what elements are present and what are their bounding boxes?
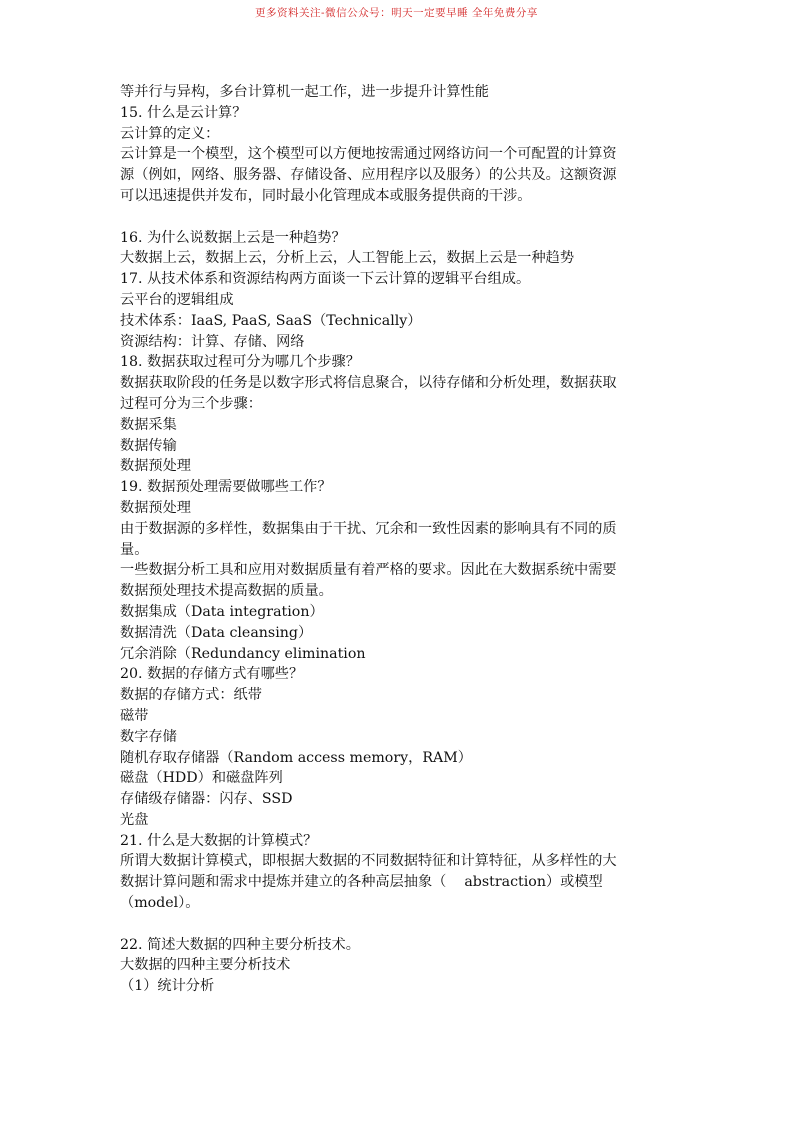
text-line: 17. 从技术体系和资源结构两方面谈一下云计算的逻辑平台组成。 xyxy=(120,271,531,288)
text-line: 云计算是一个模型，这个模型可以方便地按需通过网络访问一个可配置的计算资 xyxy=(120,146,617,163)
text-line: 云平台的逻辑组成 xyxy=(120,291,234,308)
text-line: 19. 数据预处理需要做哪些工作？ xyxy=(120,479,332,496)
text-line: 数据预处理技术提高数据的质量。 xyxy=(120,583,333,600)
text-line: 技术体系：IaaS, PaaS, SaaS（Technically） xyxy=(120,312,422,329)
text-line: 数据预处理 xyxy=(120,458,191,475)
text-line: 磁带 xyxy=(120,707,149,724)
text-line: 18. 数据获取过程可分为哪几个步骤？ xyxy=(120,354,360,371)
text-line: 源（例如，网络、服务器、存储设备、应用程序以及服务）的公共及。这额资源 xyxy=(120,167,617,184)
text-line: 数字存储 xyxy=(120,728,177,745)
text-line: 16. 为什么说数据上云是一种趋势？ xyxy=(120,229,346,246)
text-line: 随机存取存储器（Random access memory，RAM） xyxy=(120,749,472,766)
text-line: （1）统计分析 xyxy=(120,978,215,995)
text-line: 冗余消除（Redundancy elimination xyxy=(120,645,366,662)
text-line: 光盘 xyxy=(120,811,149,828)
text-line: 等并行与异构，多台计算机一起工作，进一步提升计算性能 xyxy=(120,84,489,100)
text-line: 数据预处理 xyxy=(120,499,191,516)
text-line: 数据的存储方式：纸带 xyxy=(120,687,262,704)
text-line: 量。 xyxy=(120,541,149,558)
text-line: 存储级存储器：闪存、SSD xyxy=(120,791,293,808)
text-line: 可以迅速提供并发布，同时最小化管理成本或服务提供商的干涉。 xyxy=(120,187,532,204)
text-line: 数据清洗（Data cleansing） xyxy=(120,624,313,641)
header-note: 更多资料关注-微信公众号：明天一定要早睡 全年免费分享 xyxy=(255,7,538,19)
text-line: 15. 什么是云计算？ xyxy=(120,104,247,121)
text-line: （model）。 xyxy=(120,895,200,912)
text-line: 数据获取阶段的任务是以数字形式将信息聚合，以待存储和分析处理，数据获取 xyxy=(120,375,617,392)
text-line: 数据传输 xyxy=(120,437,177,454)
text-line: 由于数据源的多样性，数据集由于干扰、冗余和一致性因素的影响具有不同的质 xyxy=(120,520,617,537)
text-line: 大数据上云，数据上云，分析上云，人工智能上云，数据上云是一种趋势 xyxy=(120,250,575,267)
text-line xyxy=(120,914,680,935)
text-line: 22. 简述大数据的四种主要分析技术。 xyxy=(120,936,360,953)
text-line: 数据集成（Data integration） xyxy=(120,603,324,620)
text-line: 21. 什么是大数据的计算模式？ xyxy=(120,832,318,849)
text-line: 资源结构：计算、存储、网络 xyxy=(120,333,305,350)
text-line: 所谓大数据计算模式，即根据大数据的不同数据特征和计算特征，从多样性的大 xyxy=(120,853,617,870)
text-line: 数据计算问题和需求中提炼并建立的各种高层抽象（ abstraction）或模型 xyxy=(120,874,603,891)
text-line: 云计算的定义： xyxy=(120,125,220,142)
text-line: 大数据的四种主要分析技术 xyxy=(120,957,291,974)
text-line: 一些数据分析工具和应用对数据质量有着严格的要求。因此在大数据系统中需要 xyxy=(120,562,617,579)
document-body xyxy=(120,82,680,997)
text-line: 磁盘（HDD）和磁盘阵列 xyxy=(120,770,283,787)
text-line xyxy=(120,207,680,228)
text-line: 数据采集 xyxy=(120,416,177,433)
text-line: 过程可分为三个步骤： xyxy=(120,395,262,412)
text-line: 20. 数据的存储方式有哪些？ xyxy=(120,666,304,683)
